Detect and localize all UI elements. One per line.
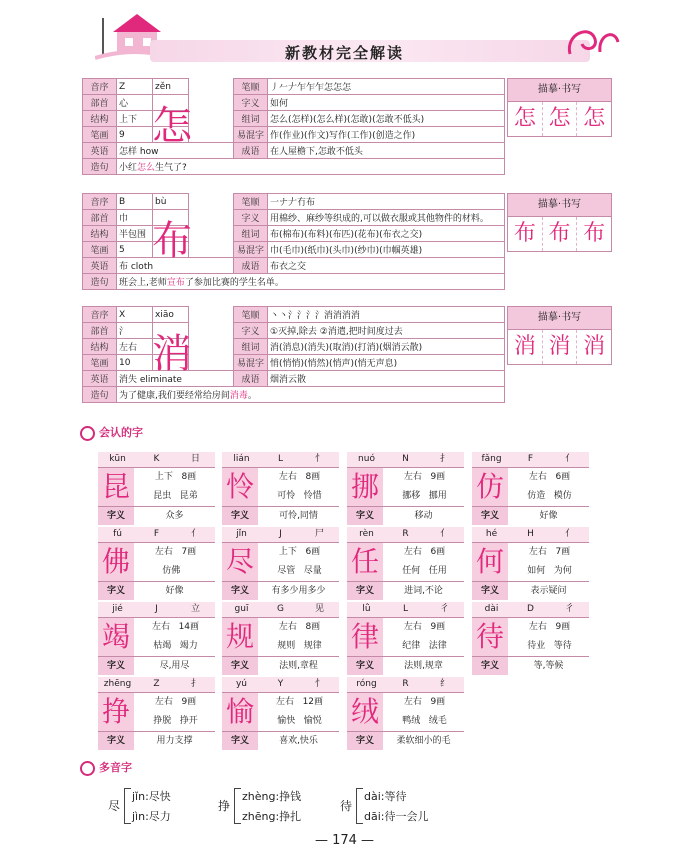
table-cell: 心 bbox=[117, 95, 153, 111]
table-cell: 布 cloth bbox=[117, 258, 234, 274]
table-cell: 字义 bbox=[234, 95, 268, 111]
table-cell: 9 bbox=[117, 127, 153, 143]
meaning-label: 字义 bbox=[472, 657, 508, 675]
strokes: 6画 bbox=[305, 547, 321, 557]
character: 绒 bbox=[347, 693, 383, 731]
word: 枯竭 bbox=[153, 641, 172, 651]
pinyin: zhēng bbox=[103, 679, 132, 689]
magnifier-icon bbox=[80, 761, 95, 776]
character: 尽 bbox=[222, 543, 258, 581]
table-cell: 消(消息)(消失)(取消)(打消)(烟消云散) bbox=[268, 339, 505, 355]
structure: 左右 bbox=[528, 472, 547, 482]
initial: L bbox=[402, 604, 408, 614]
big-character: 布 bbox=[152, 218, 192, 264]
table-cell: 如何 bbox=[268, 95, 505, 111]
meaning: 表示疑问 bbox=[530, 586, 567, 596]
table-cell: 氵 bbox=[117, 323, 153, 339]
table-cell: 易混字 bbox=[234, 355, 268, 371]
trace-cell: 消 bbox=[508, 330, 543, 364]
table-cell: 巾 bbox=[117, 210, 153, 226]
meaning-label: 字义 bbox=[222, 732, 258, 750]
char-card-zen bbox=[82, 78, 610, 185]
trace-cell: 怎 bbox=[583, 106, 606, 131]
pinyin: rèn bbox=[359, 529, 374, 539]
char-mini-card bbox=[222, 602, 339, 674]
radical: 日 bbox=[190, 454, 200, 464]
radical: 忄 bbox=[314, 679, 324, 689]
polyphone-char: 挣 bbox=[218, 799, 231, 813]
brace-icon bbox=[356, 788, 363, 824]
pinyin: guī bbox=[234, 604, 249, 614]
radical: 见 bbox=[314, 604, 324, 614]
structure: 上下 bbox=[154, 472, 173, 482]
table-cell: ①灭掉,除去 ②消遣,把时间度过去 bbox=[268, 323, 505, 339]
table-cell: 成语 bbox=[234, 258, 268, 274]
initial: F bbox=[527, 454, 534, 464]
pinyin: dài bbox=[484, 604, 499, 614]
initial: K bbox=[153, 454, 160, 464]
big-char-spacer bbox=[189, 79, 234, 143]
table-cell: 5 bbox=[117, 242, 153, 258]
table-cell: 半包围 bbox=[117, 226, 153, 242]
radical: 扌 bbox=[190, 679, 200, 689]
radical: 立 bbox=[190, 604, 200, 614]
reading-a: dài:等待 bbox=[364, 790, 407, 803]
example-sentence: 小红怎么生气了? bbox=[117, 159, 505, 175]
char-mini-card bbox=[98, 527, 215, 599]
table-cell: 组词 bbox=[234, 339, 268, 355]
table-cell: bù bbox=[153, 194, 189, 210]
table-cell: 成语 bbox=[234, 143, 268, 159]
initial: R bbox=[402, 679, 409, 689]
reading-a: jǐn:尽快 bbox=[132, 790, 171, 803]
table-cell: 一ナ𠂇冇布 bbox=[268, 194, 505, 210]
trace-cell: 布 bbox=[543, 217, 578, 251]
trace-cell: 消 bbox=[583, 334, 606, 359]
word: 挣脱 bbox=[153, 716, 172, 726]
char-mini-card bbox=[347, 527, 464, 599]
radical: 纟 bbox=[439, 679, 449, 689]
pinyin: yú bbox=[235, 679, 248, 689]
word: 鸭绒 bbox=[402, 716, 421, 726]
trace-box bbox=[507, 78, 612, 137]
table-cell: 字义 bbox=[234, 323, 268, 339]
table-cell: 怎样 how bbox=[117, 143, 234, 159]
word: 昆弟 bbox=[179, 491, 198, 501]
initial: N bbox=[402, 454, 409, 464]
strokes: 9画 bbox=[555, 622, 571, 632]
brace-icon bbox=[124, 788, 131, 824]
initial: L bbox=[277, 454, 283, 464]
meaning-label: 字义 bbox=[472, 582, 508, 600]
char-mini-card bbox=[222, 677, 339, 749]
meaning-label: 字义 bbox=[222, 507, 258, 525]
reading-b: zhēng:挣扎 bbox=[242, 810, 302, 823]
word: 挪用 bbox=[428, 491, 447, 501]
strokes: 6画 bbox=[555, 472, 571, 482]
meaning-label: 字义 bbox=[347, 732, 383, 750]
word: 任何 bbox=[402, 566, 421, 576]
table-cell: 组词 bbox=[234, 111, 268, 127]
meaning: 移动 bbox=[414, 511, 433, 521]
meaning: 法则,章程 bbox=[279, 661, 318, 671]
word: 仿佛 bbox=[162, 566, 181, 576]
character: 佛 bbox=[98, 543, 134, 581]
table-cell: 结构 bbox=[83, 226, 117, 242]
word: 竭力 bbox=[179, 641, 198, 651]
meaning-label: 字义 bbox=[472, 507, 508, 525]
initial: Y bbox=[277, 679, 284, 689]
structure: 左右 bbox=[403, 472, 422, 482]
initial: J bbox=[279, 529, 282, 539]
radical: 亻 bbox=[564, 529, 574, 539]
initial: H bbox=[527, 529, 534, 539]
char-mini-card bbox=[98, 677, 215, 749]
table-cell: 部首 bbox=[83, 95, 117, 111]
character: 仿 bbox=[472, 468, 508, 506]
radical: 忄 bbox=[314, 454, 324, 464]
character: 任 bbox=[347, 543, 383, 581]
pinyin: fú bbox=[113, 529, 122, 539]
char-mini-card bbox=[98, 602, 215, 674]
structure: 左右 bbox=[528, 622, 547, 632]
polyphone-char: 尽 bbox=[108, 799, 121, 813]
table-cell: 10 bbox=[117, 355, 153, 371]
trace-title: 描摹·书写 bbox=[508, 194, 611, 217]
trace-box bbox=[507, 193, 612, 252]
word: 愉悦 bbox=[303, 716, 322, 726]
meaning: 用力支撑 bbox=[156, 736, 193, 746]
strokes: 9画 bbox=[430, 472, 446, 482]
meaning-label: 字义 bbox=[98, 582, 134, 600]
page-header bbox=[0, 0, 689, 68]
meaning-label: 字义 bbox=[98, 732, 134, 750]
strokes: 8画 bbox=[305, 472, 321, 482]
char-mini-card bbox=[222, 452, 339, 524]
meaning: 可怜,同情 bbox=[279, 511, 318, 521]
strokes: 8画 bbox=[305, 622, 321, 632]
radical: 扌 bbox=[439, 454, 449, 464]
trace-cell: 布 bbox=[508, 217, 543, 251]
trace-cell: 怎 bbox=[543, 102, 578, 136]
table-cell: 字义 bbox=[234, 210, 268, 226]
big-character: 消 bbox=[152, 331, 192, 377]
meaning: 喜欢,快乐 bbox=[279, 736, 318, 746]
trace-box bbox=[507, 306, 612, 365]
pinyin: nuó bbox=[358, 454, 375, 464]
meaning-label: 字义 bbox=[98, 507, 134, 525]
character: 待 bbox=[472, 618, 508, 656]
section-polyphone-title: 多音字 bbox=[80, 759, 132, 776]
strokes: 7画 bbox=[181, 547, 197, 557]
table-cell: 在人屋檐下,怎敢不低头 bbox=[268, 143, 505, 159]
big-char-spacer bbox=[189, 307, 234, 371]
strokes: 9画 bbox=[430, 622, 446, 632]
character: 挣 bbox=[98, 693, 134, 731]
pinyin: lǜ bbox=[362, 604, 371, 614]
meaning: 法则,规章 bbox=[404, 661, 443, 671]
char-mini-card bbox=[222, 527, 339, 599]
table-cell: Z bbox=[117, 79, 153, 95]
trace-cell: 怎 bbox=[508, 102, 543, 136]
table-cell: 布(棉布)(布料)(布匹)(花布)(布衣之交) bbox=[268, 226, 505, 242]
table-cell: 造句 bbox=[83, 274, 117, 290]
trace-title: 描摹·书写 bbox=[508, 307, 611, 330]
example-sentence: 班会上,老师宣布了参加比赛的学生名单。 bbox=[117, 274, 505, 290]
radical: 彳 bbox=[564, 604, 574, 614]
structure: 上下 bbox=[278, 547, 297, 557]
meaning: 等,等候 bbox=[533, 661, 564, 671]
table-cell: 消失 eliminate bbox=[117, 371, 234, 387]
initial: D bbox=[527, 604, 534, 614]
word: 模仿 bbox=[553, 491, 572, 501]
strokes: 8画 bbox=[181, 472, 197, 482]
strokes: 12画 bbox=[302, 697, 324, 707]
initial: F bbox=[153, 529, 160, 539]
structure: 左右 bbox=[151, 622, 170, 632]
table-cell: 笔画 bbox=[83, 242, 117, 258]
trace-title: 描摹·书写 bbox=[508, 79, 611, 102]
table-cell: 结构 bbox=[83, 339, 117, 355]
char-info-table bbox=[82, 78, 505, 175]
pinyin: lián bbox=[233, 454, 250, 464]
word: 仿造 bbox=[527, 491, 546, 501]
meaning: 柔软细小的毛 bbox=[396, 736, 451, 746]
pinyin: jié bbox=[112, 604, 123, 614]
structure: 左右 bbox=[403, 697, 422, 707]
pinyin: jǐn bbox=[236, 529, 247, 539]
word: 绒毛 bbox=[428, 716, 447, 726]
magnifier-icon bbox=[80, 426, 95, 441]
reading-b: jìn:尽力 bbox=[132, 810, 171, 823]
table-cell: 部首 bbox=[83, 323, 117, 339]
table-cell: 作(作业)(作文)写作(工作)(创造之作) bbox=[268, 127, 505, 143]
trace-cell: 消 bbox=[543, 330, 578, 364]
meaning-label: 字义 bbox=[347, 507, 383, 525]
pinyin: fǎng bbox=[481, 454, 502, 464]
meaning-label: 字义 bbox=[222, 657, 258, 675]
word: 挣开 bbox=[179, 716, 198, 726]
word: 任用 bbox=[428, 566, 447, 576]
word: 怜惜 bbox=[303, 491, 322, 501]
word: 待业 bbox=[527, 641, 546, 651]
table-cell: xiāo bbox=[153, 307, 189, 323]
char-info-table bbox=[82, 306, 505, 403]
table-cell: 上下 bbox=[117, 111, 153, 127]
table-cell: 左右 bbox=[117, 339, 153, 355]
table-cell: 英语 bbox=[83, 371, 117, 387]
structure: 左右 bbox=[275, 697, 294, 707]
big-character: 怎 bbox=[152, 103, 192, 149]
table-cell: 成语 bbox=[234, 371, 268, 387]
word: 如何 bbox=[527, 566, 546, 576]
word: 规律 bbox=[303, 641, 322, 651]
char-card-xiao bbox=[82, 306, 610, 412]
table-cell: 部首 bbox=[83, 210, 117, 226]
structure: 左右 bbox=[528, 547, 547, 557]
strokes: 9画 bbox=[430, 697, 446, 707]
table-cell: 英语 bbox=[83, 258, 117, 274]
table-cell: 巾(毛巾)(纸巾)(头巾)(纱巾)(巾帼英雄) bbox=[268, 242, 505, 258]
char-mini-card bbox=[472, 527, 589, 599]
radical: 亻 bbox=[190, 529, 200, 539]
brace-icon bbox=[234, 788, 241, 824]
pinyin: hé bbox=[485, 529, 498, 539]
character: 规 bbox=[222, 618, 258, 656]
pinyin: kūn bbox=[109, 454, 126, 464]
char-mini-card bbox=[347, 602, 464, 674]
strokes: 6画 bbox=[430, 547, 446, 557]
radical: 尸 bbox=[314, 529, 324, 539]
meaning-label: 字义 bbox=[98, 657, 134, 675]
table-cell: 怎么(怎样)(怎么样)(怎敢)(怎敢不低头) bbox=[268, 111, 505, 127]
radical: 亻 bbox=[439, 529, 449, 539]
strokes: 7画 bbox=[555, 547, 571, 557]
strokes: 14画 bbox=[178, 622, 200, 632]
table-cell: B bbox=[117, 194, 153, 210]
structure: 左右 bbox=[154, 547, 173, 557]
table-cell: 结构 bbox=[83, 111, 117, 127]
word: 为何 bbox=[553, 566, 572, 576]
table-cell: 音序 bbox=[83, 194, 117, 210]
character: 律 bbox=[347, 618, 383, 656]
char-mini-card bbox=[98, 452, 215, 524]
meaning: 有多少用多少 bbox=[271, 586, 326, 596]
word: 纪律 bbox=[402, 641, 421, 651]
page-title: 新教材完全解读 bbox=[284, 44, 404, 62]
strokes: 9画 bbox=[181, 697, 197, 707]
table-cell: 笔顺 bbox=[234, 194, 268, 210]
radical: 彳 bbox=[439, 604, 449, 614]
meaning: 好像 bbox=[539, 511, 558, 521]
character: 挪 bbox=[347, 468, 383, 506]
table-cell: 易混字 bbox=[234, 127, 268, 143]
char-card-bu bbox=[82, 193, 610, 299]
word: 法律 bbox=[428, 641, 447, 651]
character: 怜 bbox=[222, 468, 258, 506]
meaning-label: 字义 bbox=[222, 582, 258, 600]
table-cell: 造句 bbox=[83, 159, 117, 175]
structure: 左右 bbox=[154, 697, 173, 707]
initial: Z bbox=[153, 679, 160, 689]
word: 挪移 bbox=[402, 491, 421, 501]
table-cell: zěn bbox=[153, 79, 189, 95]
table-cell: 易混字 bbox=[234, 242, 268, 258]
structure: 左右 bbox=[403, 547, 422, 557]
meaning-label: 字义 bbox=[347, 582, 383, 600]
word: 等待 bbox=[553, 641, 572, 651]
word: 可怜 bbox=[277, 491, 296, 501]
meaning-label: 字义 bbox=[347, 657, 383, 675]
table-cell: 笔顺 bbox=[234, 79, 268, 95]
example-sentence: 为了健康,我们要经常给房间消毒。 bbox=[117, 387, 505, 403]
word: 愉快 bbox=[277, 716, 296, 726]
page-number: — 174 — bbox=[314, 833, 375, 848]
character: 昆 bbox=[98, 468, 134, 506]
word: 尽量 bbox=[303, 566, 322, 576]
big-char-spacer bbox=[189, 194, 234, 258]
word: 昆虫 bbox=[153, 491, 172, 501]
char-mini-card bbox=[347, 452, 464, 524]
table-cell: 烟消云散 bbox=[268, 371, 505, 387]
table-cell: 丶丶氵氵氵氵消消消消 bbox=[268, 307, 505, 323]
initial: J bbox=[155, 604, 158, 614]
meaning: 好像 bbox=[165, 586, 184, 596]
structure: 左右 bbox=[278, 472, 297, 482]
character: 何 bbox=[472, 543, 508, 581]
pinyin: róng bbox=[356, 679, 377, 689]
structure: 左右 bbox=[278, 622, 297, 632]
table-cell: 笔画 bbox=[83, 355, 117, 371]
initial: R bbox=[402, 529, 409, 539]
table-cell: 丿𠂉𠂇乍乍乍怎怎怎 bbox=[268, 79, 505, 95]
table-cell: 布衣之交 bbox=[268, 258, 505, 274]
table-cell: 造句 bbox=[83, 387, 117, 403]
table-cell: 笔画 bbox=[83, 127, 117, 143]
char-mini-card bbox=[472, 602, 589, 674]
character: 竭 bbox=[98, 618, 134, 656]
structure: 左右 bbox=[403, 622, 422, 632]
reading-a: zhèng:挣钱 bbox=[242, 790, 302, 803]
swirl-decoration-icon bbox=[560, 14, 620, 59]
meaning: 众多 bbox=[165, 511, 184, 521]
radical: 亻 bbox=[564, 454, 574, 464]
polyphone-char: 待 bbox=[340, 799, 353, 813]
char-mini-card bbox=[347, 677, 464, 749]
section-recognize-title: 会认的字 bbox=[80, 424, 143, 441]
word: 规则 bbox=[277, 641, 296, 651]
trace-cell: 布 bbox=[583, 221, 606, 246]
table-cell: 英语 bbox=[83, 143, 117, 159]
meaning: 进词,不论 bbox=[404, 586, 443, 596]
table-cell: 音序 bbox=[83, 307, 117, 323]
initial: G bbox=[277, 604, 284, 614]
table-cell: 用棉纱、麻纱等织成的,可以做衣服或其他物件的材料。 bbox=[268, 210, 505, 226]
table-cell: 组词 bbox=[234, 226, 268, 242]
table-cell: 音序 bbox=[83, 79, 117, 95]
table-cell: X bbox=[117, 307, 153, 323]
table-cell: 笔顺 bbox=[234, 307, 268, 323]
table-cell: 悄(悄悄)(悄然)(悄声)(悄无声息) bbox=[268, 355, 505, 371]
char-info-table bbox=[82, 193, 505, 290]
character: 愉 bbox=[222, 693, 258, 731]
char-mini-card bbox=[472, 452, 589, 524]
meaning: 尽,用尽 bbox=[159, 661, 190, 671]
reading-b: dāi:待一会儿 bbox=[364, 810, 429, 823]
word: 尽管 bbox=[277, 566, 296, 576]
